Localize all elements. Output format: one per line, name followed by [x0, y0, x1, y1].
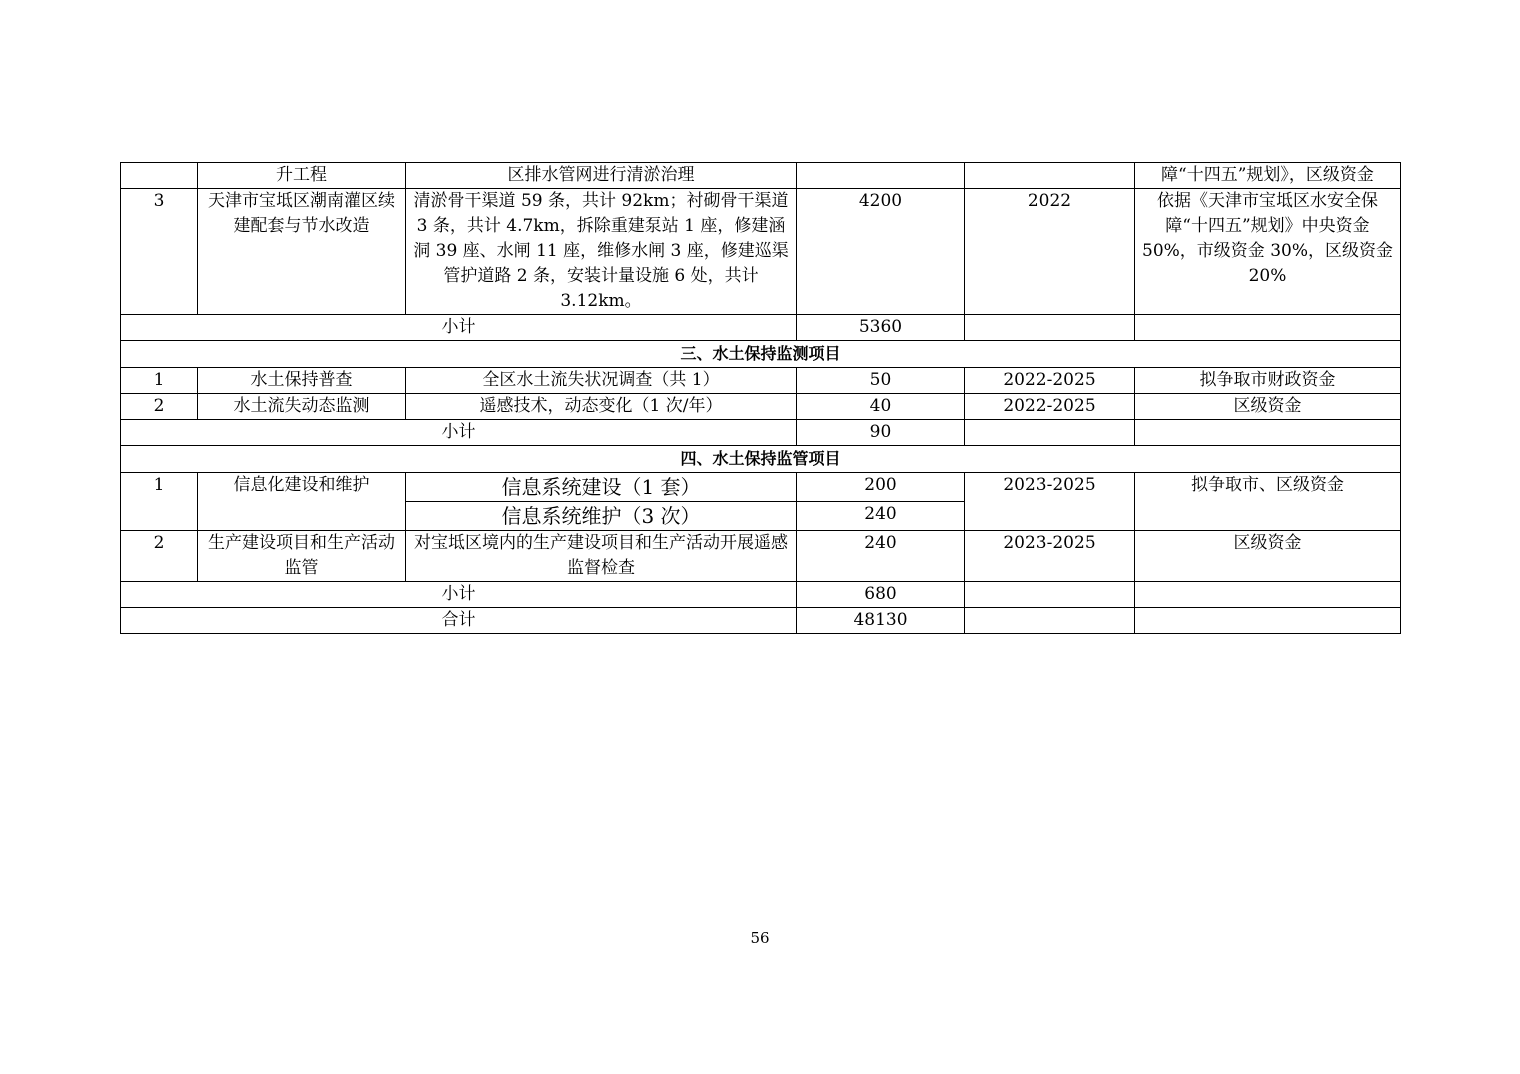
table-row: [121, 163, 1401, 189]
project-content-cell: 全区水土流失状况调查（共 1）: [406, 368, 797, 394]
subtotal-row: [121, 315, 1401, 341]
investment-cell: 50: [797, 368, 965, 394]
period-cell: 2023-2025: [965, 473, 1135, 531]
row-number-cell: [121, 163, 198, 189]
page-number: 56: [750, 929, 770, 947]
investment-cell: 240: [797, 502, 965, 531]
funding-source-cell: 障“十四五”规划》，区级资金: [1135, 163, 1401, 189]
investment-cell: 4200: [797, 189, 965, 315]
row-number-cell: 2: [121, 394, 198, 420]
investment-cell: 240: [797, 531, 965, 582]
funding-source-cell: [1135, 582, 1401, 608]
row-number-cell: 1: [121, 368, 198, 394]
period-cell: [965, 608, 1135, 634]
project-name-cell: 水土保持普查: [198, 368, 406, 394]
subtotal-label: 小计: [121, 420, 797, 446]
funding-source-cell: [1135, 420, 1401, 446]
period-cell: [965, 163, 1135, 189]
table-row: [121, 531, 1401, 582]
section-title: 四、水土保持监管项目: [121, 446, 1401, 473]
section-title: 三、水土保持监测项目: [121, 341, 1401, 368]
row-number-cell: 3: [121, 189, 198, 315]
table-row: [121, 189, 1401, 315]
funding-source-cell: 拟争取市、区级资金: [1135, 473, 1401, 531]
total-investment: 48130: [797, 608, 965, 634]
period-cell: [965, 582, 1135, 608]
project-name-cell: 信息化建设和维护: [198, 473, 406, 531]
project-name-cell: 生产建设项目和生产活动监管: [198, 531, 406, 582]
table-row: [121, 368, 1401, 394]
investment-cell: 200: [797, 473, 965, 502]
funding-source-cell: [1135, 315, 1401, 341]
section-header-row: [121, 446, 1401, 473]
subtotal-investment: 5360: [797, 315, 965, 341]
total-row: [121, 608, 1401, 634]
subtotal-row: [121, 582, 1401, 608]
period-cell: 2022-2025: [965, 368, 1135, 394]
section-header-row: [121, 341, 1401, 368]
project-name-cell: 升工程: [198, 163, 406, 189]
funding-source-cell: 区级资金: [1135, 531, 1401, 582]
project-content-cell: 清淤骨干渠道 59 条，共计 92km；衬砌骨干渠道 3 条，共计 4.7km，拆除重建泵站 1 座，修建涵洞 39 座、水闸 11 座，维修水闸 3 座，修建巡渠管护道路 2 条，安装计量设施 6 处，共计 3.12km。: [406, 189, 797, 315]
subtotal-row: [121, 420, 1401, 446]
period-cell: 2022-2025: [965, 394, 1135, 420]
subtotal-label: 小计: [121, 582, 797, 608]
project-content-cell: 对宝坻区境内的生产建设项目和生产活动开展遥感监督检查: [406, 531, 797, 582]
table-row: [121, 394, 1401, 420]
project-name-cell: 天津市宝坻区潮南灌区续建配套与节水改造: [198, 189, 406, 315]
funding-source-cell: 依据《天津市宝坻区水安全保障“十四五”规划》中央资金 50%，市级资金 30%，区级资金 20%: [1135, 189, 1401, 315]
project-plan-table: [120, 162, 1401, 634]
subtotal-investment: 680: [797, 582, 965, 608]
funding-source-cell: 区级资金: [1135, 394, 1401, 420]
project-content-cell: 信息系统建设（1 套）: [406, 473, 797, 502]
project-content-cell: 区排水管网进行清淤治理: [406, 163, 797, 189]
project-content-cell: 信息系统维护（3 次）: [406, 502, 797, 531]
row-number-cell: 2: [121, 531, 198, 582]
row-number-cell: 1: [121, 473, 198, 531]
table-row: [121, 473, 1401, 502]
investment-cell: [797, 163, 965, 189]
period-cell: 2023-2025: [965, 531, 1135, 582]
project-content-cell: 遥感技术，动态变化（1 次/年）: [406, 394, 797, 420]
subtotal-label: 小计: [121, 315, 797, 341]
period-cell: [965, 315, 1135, 341]
period-cell: 2022: [965, 189, 1135, 315]
period-cell: [965, 420, 1135, 446]
project-name-cell: 水土流失动态监测: [198, 394, 406, 420]
funding-source-cell: [1135, 608, 1401, 634]
investment-cell: 40: [797, 394, 965, 420]
subtotal-investment: 90: [797, 420, 965, 446]
funding-source-cell: 拟争取市财政资金: [1135, 368, 1401, 394]
total-label: 合计: [121, 608, 797, 634]
